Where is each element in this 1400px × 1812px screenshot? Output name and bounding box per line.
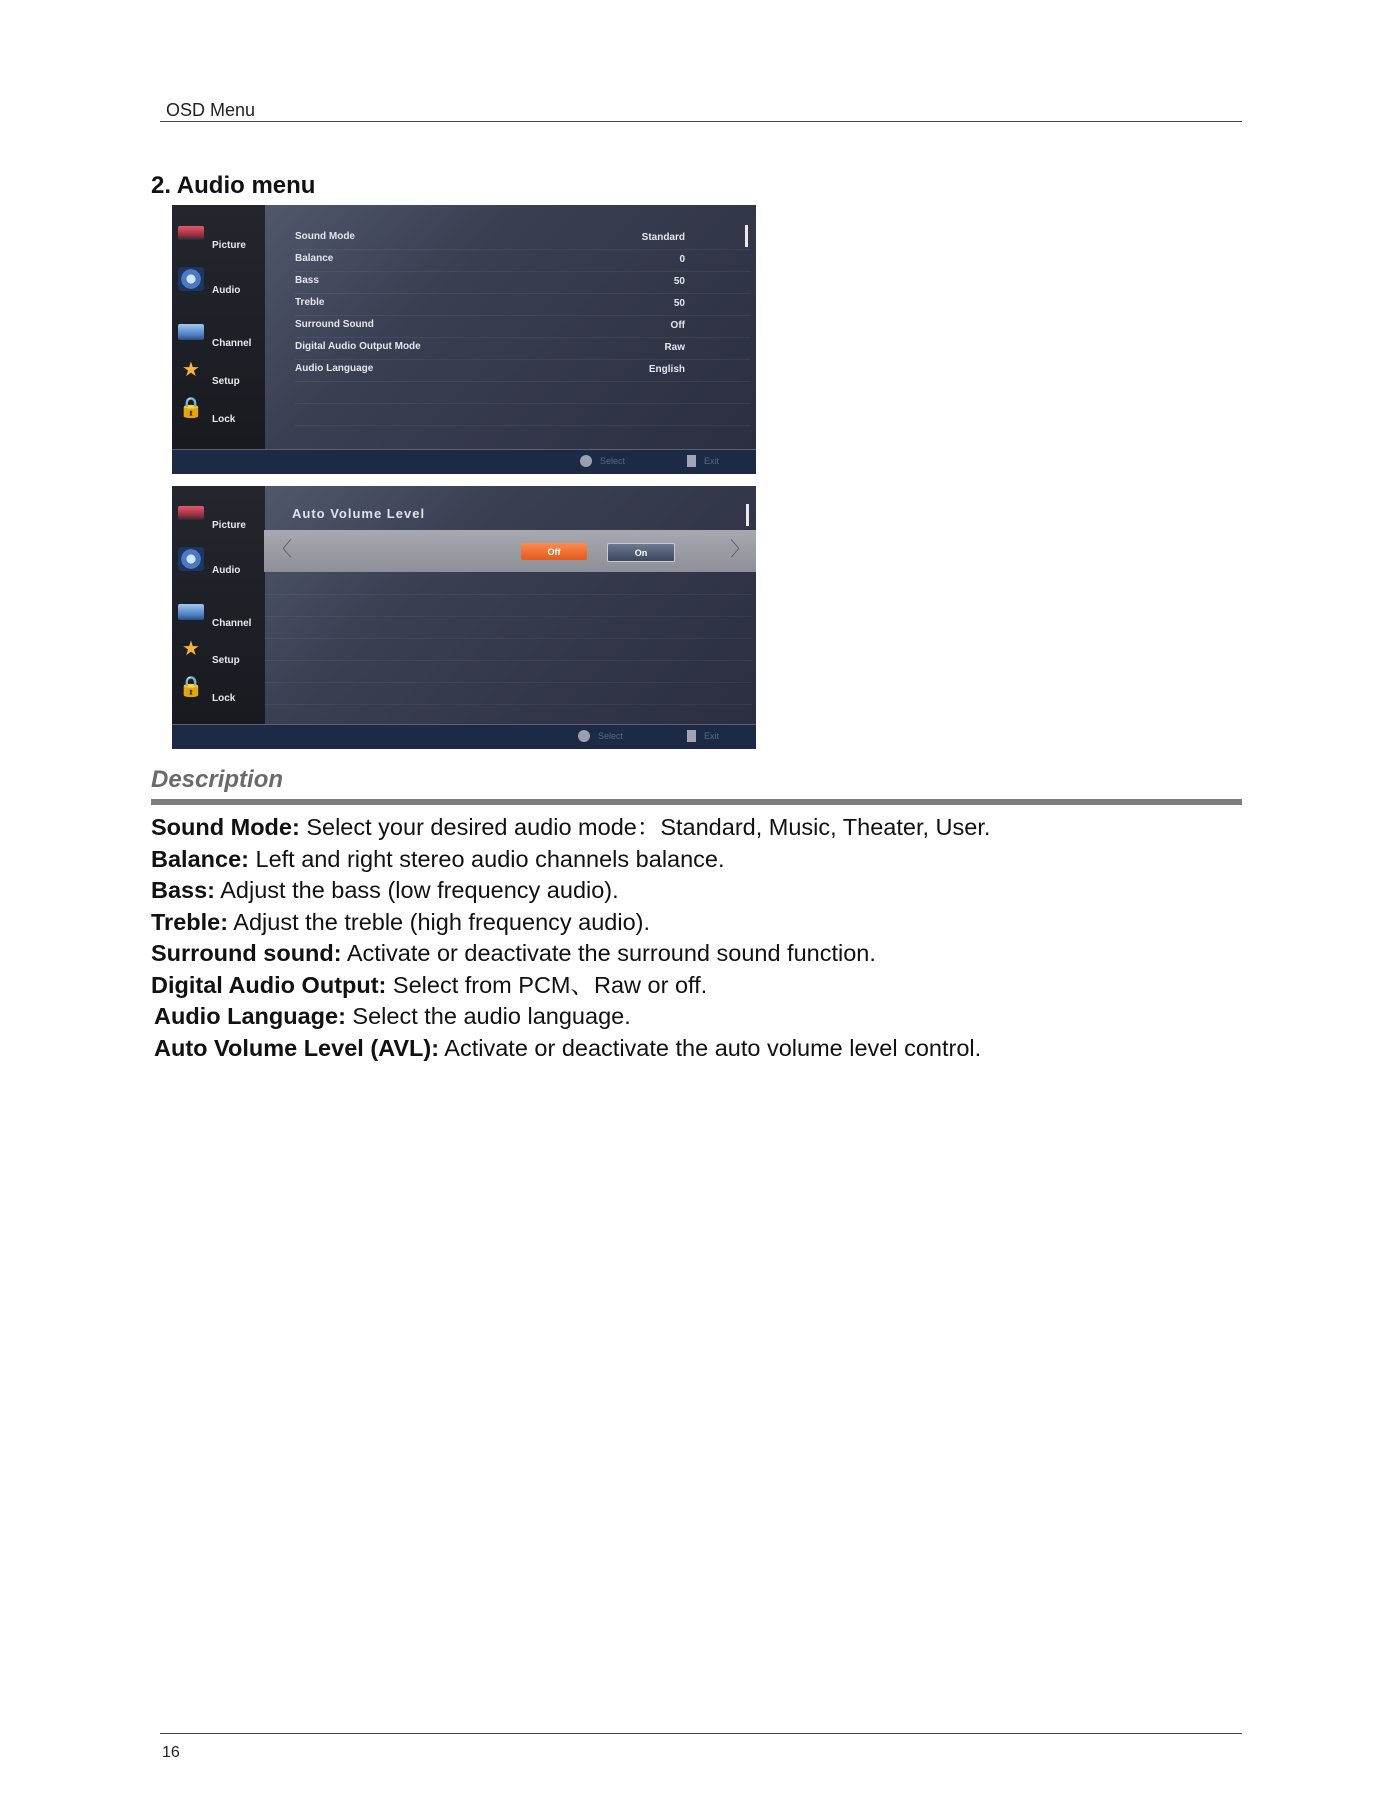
avl-menu-screenshot (172, 486, 756, 749)
description-term: Treble: (151, 908, 229, 935)
avl-off-button: Off (521, 543, 587, 560)
picture-icon (178, 506, 204, 520)
osd-row-line (264, 660, 752, 661)
osd-row-value: Off (670, 320, 685, 331)
description-text: Select the audio language. (345, 1003, 631, 1029)
description-item-audio-language (151, 1001, 1241, 1033)
channel-icon (178, 324, 204, 340)
osd-row-empty (295, 403, 751, 426)
osd-nav-channel (172, 320, 265, 360)
audio-menu-screenshot (172, 205, 756, 474)
osd-footer-exit: Exit (704, 731, 720, 741)
osd-nav-picture (172, 222, 265, 262)
osd-footer (172, 449, 756, 474)
chevron-right-icon: 〉 (730, 539, 750, 561)
osd-nav-picture (172, 502, 265, 542)
osd-nav-label: Setup (212, 655, 240, 666)
osd-row-value: English (648, 364, 685, 375)
osd-row-value: 50 (673, 298, 685, 309)
picture-icon (178, 226, 204, 240)
osd-row-line (264, 616, 752, 617)
chevron-left-icon: 〈 (272, 539, 292, 561)
star-icon: ★ (182, 638, 200, 660)
description-item-treble (151, 907, 1241, 939)
channel-icon (178, 604, 204, 620)
osd-nav-audio (172, 267, 265, 307)
osd-nav-label: Channel (212, 618, 252, 629)
lock-icon: 🔒 (178, 676, 204, 698)
description-text: Activate or deactivate the surround sound function. (341, 940, 876, 966)
description-text: Select from PCM、Raw or off. (386, 971, 708, 998)
osd-footer-select: Select (598, 731, 624, 741)
description-text: Adjust the bass (low frequency audio). (215, 877, 619, 903)
osd-scrollbar (746, 504, 749, 526)
osd-nav-label: Lock (212, 414, 236, 425)
page-number: 16 (162, 1744, 180, 1761)
osd-row-treble (295, 293, 751, 316)
description-item-avl (151, 1033, 1241, 1065)
osd-row-label: Sound Mode (295, 231, 355, 242)
description-term: Audio Language: (154, 1003, 346, 1029)
osd-row-label: Treble (295, 297, 325, 308)
osd-row-value: 50 (673, 276, 685, 287)
description-text: Activate or deactivate the auto volume level control. (439, 1034, 982, 1061)
osd-nav-setup (172, 358, 265, 398)
description-text: Adjust the treble (high frequency audio). (228, 908, 651, 935)
description-item-sound-mode (151, 812, 1241, 844)
osd-row-value: 0 (679, 254, 685, 265)
description-term: Bass: (151, 877, 216, 903)
running-header: OSD Menu (166, 100, 256, 120)
osd-row-value: Standard (641, 232, 685, 243)
osd-row-label: Surround Sound (295, 319, 374, 330)
osd-row-empty (295, 381, 751, 404)
osd-row-value: Raw (664, 342, 685, 353)
avl-on-button: On (607, 543, 675, 562)
exit-icon (687, 455, 696, 467)
description-term: Sound Mode: (151, 814, 300, 840)
osd-row-label: Balance (295, 253, 334, 264)
osd-row-line (264, 704, 752, 705)
audio-icon (178, 267, 204, 291)
osd-nav-label: Audio (212, 285, 241, 296)
osd-nav-label: Lock (212, 693, 236, 704)
osd-footer-select: Select (600, 456, 626, 466)
osd-nav-label: Picture (212, 240, 246, 251)
osd-row-label: Audio Language (295, 363, 374, 374)
audio-icon (178, 547, 204, 571)
osd-nav-label: Audio (212, 565, 241, 576)
osd-row-label: Bass (295, 275, 319, 286)
description-list (151, 812, 1241, 1064)
description-item-surround-sound (151, 938, 1241, 970)
osd-sidebar (172, 205, 265, 450)
description-term: Auto Volume Level (AVL): (154, 1034, 440, 1061)
description-term: Surround sound: (151, 940, 342, 966)
osd-row-line (264, 638, 752, 639)
section-title: 2. Audio menu (151, 172, 316, 199)
description-rule (151, 799, 1242, 805)
osd-nav-setup (172, 637, 265, 677)
select-icon (580, 455, 592, 467)
avl-title: Auto Volume Level (292, 506, 426, 521)
osd-nav-label: Picture (212, 520, 246, 531)
osd-nav-lock (172, 396, 265, 436)
osd-row-digital-audio-output (295, 337, 751, 360)
description-item-bass (151, 875, 1241, 907)
description-text: Select your desired audio mode：Standard, Music, Theater, User. (299, 814, 991, 840)
osd-sidebar (172, 486, 265, 725)
header-rule (160, 121, 1242, 122)
osd-row-label: Digital Audio Output Mode (295, 341, 421, 352)
description-text: Left and right stereo audio channels balance. (248, 845, 725, 872)
osd-footer-exit: Exit (704, 456, 720, 466)
osd-nav-audio (172, 547, 265, 587)
exit-icon (687, 730, 696, 742)
footer-rule (160, 1733, 1242, 1734)
osd-row-bass (295, 271, 751, 294)
osd-row-line (264, 682, 752, 683)
lock-icon: 🔒 (178, 397, 204, 419)
osd-nav-lock (172, 675, 265, 715)
osd-nav-channel (172, 600, 265, 640)
osd-nav-label: Channel (212, 338, 252, 349)
avl-option-band (264, 530, 756, 572)
description-heading: Description (151, 766, 284, 793)
description-item-balance (151, 844, 1241, 876)
osd-row-audio-language (295, 359, 751, 382)
description-item-digital-audio-output (151, 970, 1241, 1002)
select-icon (578, 730, 590, 742)
description-term: Digital Audio Output: (151, 971, 387, 998)
description-term: Balance: (151, 845, 249, 872)
osd-row-sound-mode (295, 227, 751, 250)
osd-row-line (264, 594, 752, 595)
osd-row-surround-sound (295, 315, 751, 338)
osd-nav-label: Setup (212, 376, 240, 387)
star-icon: ★ (182, 359, 200, 381)
osd-row-balance (295, 249, 751, 272)
osd-footer (172, 724, 756, 749)
